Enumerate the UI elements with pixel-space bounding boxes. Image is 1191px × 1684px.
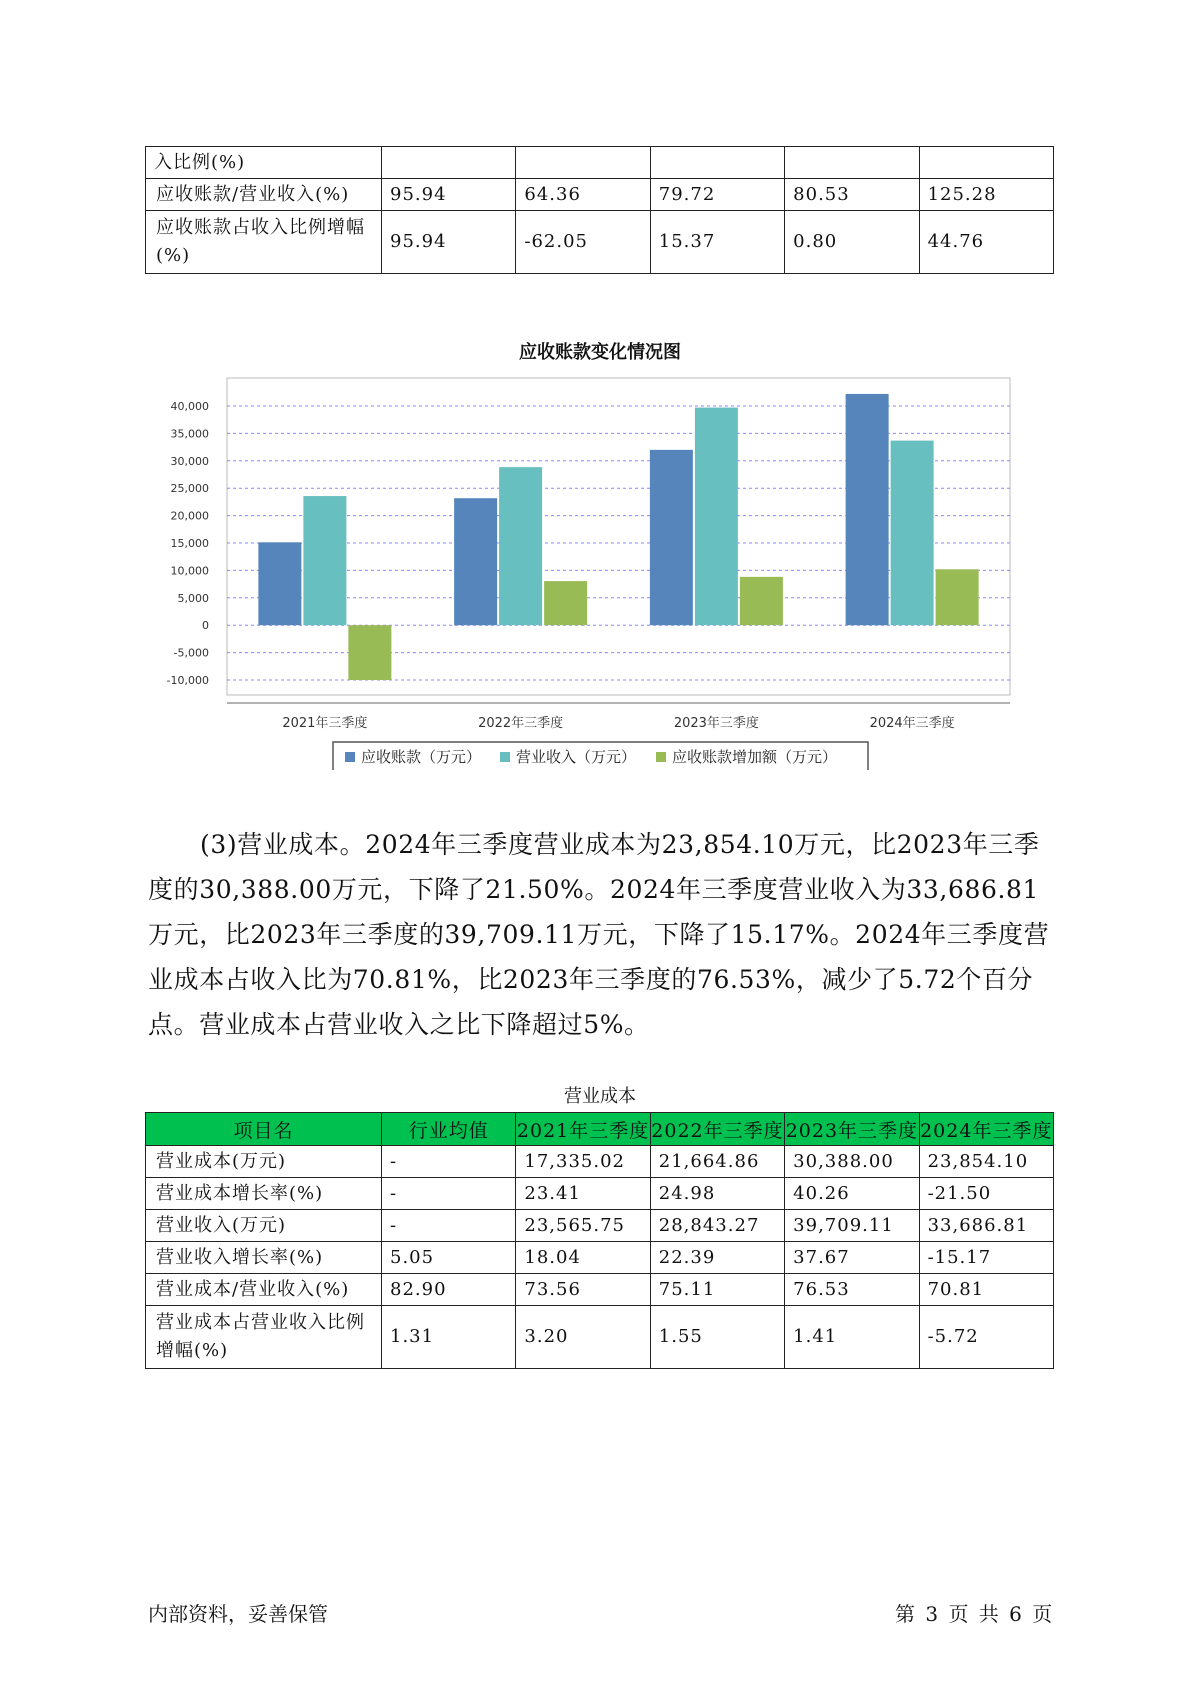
- cost-table-caption: 营业成本: [564, 1086, 636, 1107]
- cell: 76.53: [785, 1274, 919, 1306]
- cell: -62.05: [516, 211, 650, 274]
- column-header: 2021年三季度: [516, 1113, 650, 1146]
- cell: 18.04: [516, 1242, 650, 1274]
- cell: 28,843.27: [650, 1210, 784, 1242]
- y-tick-label: -5,000: [173, 646, 209, 660]
- row-label: 营业成本增长率(%): [146, 1178, 382, 1210]
- legend-swatch: [345, 752, 355, 762]
- bar: [303, 496, 346, 625]
- cell: 3.20: [516, 1306, 650, 1369]
- table-row: [146, 1242, 1054, 1274]
- row-label: 营业成本/营业收入(%): [146, 1274, 382, 1306]
- x-tick-label: 2021年三季度: [282, 716, 368, 731]
- bar: [454, 498, 497, 625]
- y-tick-label: 35,000: [170, 427, 209, 441]
- row-label: 营业收入增长率(%): [146, 1242, 382, 1274]
- bar: [936, 569, 979, 625]
- chart-title: 应收账款变化情况图: [519, 342, 681, 363]
- column-header: 2024年三季度: [919, 1113, 1053, 1146]
- cell: 80.53: [785, 179, 919, 211]
- cell: 1.31: [382, 1306, 516, 1369]
- cell: -21.50: [919, 1178, 1053, 1210]
- bar: [740, 577, 783, 625]
- cell: 23,565.75: [516, 1210, 650, 1242]
- y-tick-label: -10,000: [166, 674, 209, 687]
- cell: -15.17: [919, 1242, 1053, 1274]
- footer-confidential-note: 内部资料，妥善保管: [148, 1602, 328, 1626]
- cell: 17,335.02: [516, 1146, 650, 1178]
- cost-table: [145, 1112, 1054, 1369]
- cell: 37.67: [785, 1242, 919, 1274]
- cell: 5.05: [382, 1242, 516, 1274]
- y-tick-label: 40,000: [170, 400, 209, 413]
- row-label: 营业成本(万元): [146, 1146, 382, 1178]
- receivables-table: [145, 146, 1054, 274]
- cell: [919, 147, 1053, 179]
- cell: 82.90: [382, 1274, 516, 1306]
- column-header: 2023年三季度: [785, 1113, 919, 1146]
- cell: 70.81: [919, 1274, 1053, 1306]
- legend-label: 应收账款增加额（万元）: [672, 748, 838, 766]
- x-tick-label: 2023年三季度: [673, 716, 759, 731]
- cell: 15.37: [650, 211, 784, 274]
- table-header-row: [146, 1113, 1054, 1146]
- cell: 39,709.11: [785, 1210, 919, 1242]
- bar: [650, 450, 693, 625]
- y-tick-label: 0: [202, 619, 209, 633]
- y-tick-label: 5,000: [177, 591, 209, 605]
- table-row: [146, 1210, 1054, 1242]
- y-tick-label: 20,000: [170, 509, 209, 523]
- table-row: [146, 1306, 1054, 1369]
- receivables-bar-chart: [145, 370, 1025, 770]
- cell: 95.94: [382, 211, 516, 274]
- row-label: 应收账款/营业收入(%): [146, 179, 382, 211]
- column-header: 行业均值: [382, 1113, 516, 1146]
- cell: [382, 147, 516, 179]
- cell: 23.41: [516, 1178, 650, 1210]
- cell: 125.28: [919, 179, 1053, 211]
- legend-label: 营业收入（万元）: [516, 748, 637, 766]
- cost-paragraph: (3)营业成本。2024年三季度营业成本为23,854.10万元，比2023年三季度的30,388.00万元，下降了21.50%。2024年三季度营业收入为33,686.81万元，比2023年三季度的39,709.11万元，下降了15.17%。2024年三季度营业成本占收入比为70.81%，比2023年三季度的76.53%，减少了5.72个百分点。营业成本占营业收入之比下降超过5%。: [148, 830, 1050, 1039]
- bar: [499, 467, 542, 625]
- legend-label: 应收账款（万元）: [361, 748, 482, 766]
- cell: [650, 147, 784, 179]
- cell: 64.36: [516, 179, 650, 211]
- cell: 22.39: [650, 1242, 784, 1274]
- y-tick-label: 10,000: [170, 564, 209, 578]
- bar: [891, 441, 934, 626]
- cell: 0.80: [785, 211, 919, 274]
- cell: 24.98: [650, 1178, 784, 1210]
- column-header: 2022年三季度: [650, 1113, 784, 1146]
- table-row: [146, 1178, 1054, 1210]
- row-label: 营业成本占营业收入比例增幅(%): [146, 1306, 382, 1369]
- cell: [785, 147, 919, 179]
- table-row: [146, 179, 1054, 211]
- cell: 23,854.10: [919, 1146, 1053, 1178]
- legend-swatch: [500, 752, 510, 762]
- cell: 21,664.86: [650, 1146, 784, 1178]
- cell: 1.41: [785, 1306, 919, 1369]
- bar: [258, 542, 301, 625]
- row-label: 营业收入(万元): [146, 1210, 382, 1242]
- cell: -5.72: [919, 1306, 1053, 1369]
- cell: 1.55: [650, 1306, 784, 1369]
- row-label: 入比例(%): [146, 147, 382, 179]
- footer-page-number: 第 3 页 共 6 页: [895, 1602, 1053, 1626]
- cell: -: [382, 1146, 516, 1178]
- table-row: [146, 147, 1054, 179]
- y-tick-label: 30,000: [170, 454, 209, 468]
- column-header: 项目名: [146, 1113, 382, 1146]
- cell: 33,686.81: [919, 1210, 1053, 1242]
- table-row: [146, 1274, 1054, 1306]
- cell: 30,388.00: [785, 1146, 919, 1178]
- cell: -: [382, 1210, 516, 1242]
- legend-swatch: [656, 752, 666, 762]
- y-tick-label: 15,000: [170, 537, 209, 550]
- table-row: [146, 1146, 1054, 1178]
- table-row: [146, 211, 1054, 274]
- bar: [846, 394, 889, 625]
- cell: 73.56: [516, 1274, 650, 1306]
- cell: 40.26: [785, 1178, 919, 1210]
- cell: 95.94: [382, 179, 516, 211]
- cell: [516, 147, 650, 179]
- cell: 79.72: [650, 179, 784, 211]
- x-tick-label: 2024年三季度: [869, 716, 955, 731]
- cell: 75.11: [650, 1274, 784, 1306]
- row-label: 应收账款占收入比例增幅(%): [146, 211, 382, 274]
- cell: 44.76: [919, 211, 1053, 274]
- bar: [544, 581, 587, 625]
- y-tick-label: 25,000: [170, 482, 209, 496]
- bar: [695, 408, 738, 626]
- x-tick-label: 2022年三季度: [478, 716, 564, 731]
- cell: -: [382, 1178, 516, 1210]
- bar: [348, 625, 391, 680]
